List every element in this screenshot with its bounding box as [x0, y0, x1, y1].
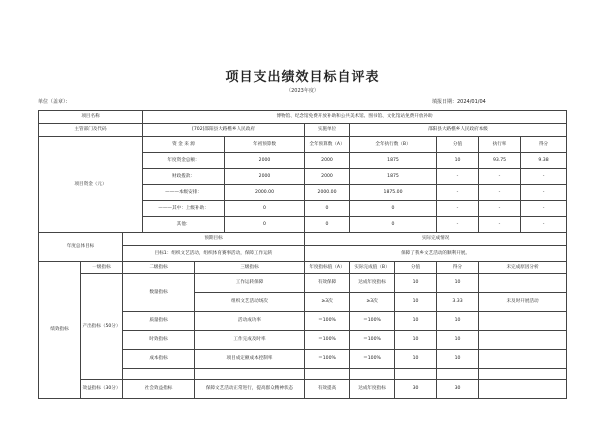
- indicator-level2: 数量指标: [123, 274, 195, 312]
- funds-initial: 2000: [225, 153, 305, 169]
- actual-result-text: 保障了我乡文艺活动的顺利开展。: [305, 246, 567, 262]
- indicator-actual: ≥3次: [350, 293, 395, 312]
- funds-source: 其他：: [143, 217, 225, 233]
- funds-header-annual: 全年预算数（A）: [305, 137, 350, 153]
- indicator-actual: ＝100%: [350, 350, 395, 369]
- indicator-reason: [479, 331, 567, 350]
- indicator-header-reason: 未完成原因分析: [479, 262, 567, 274]
- indicator-target: ＝100%: [305, 312, 350, 331]
- funds-initial: 2000: [225, 169, 305, 185]
- indicator-actual: 达成年度指标: [350, 274, 395, 293]
- funds-got: -: [521, 201, 567, 217]
- indicator-header-target: 年度指标值（A）: [305, 262, 350, 274]
- funds-header-got: 得分: [521, 137, 567, 153]
- indicator-header-actual: 实际完成值（B）: [350, 262, 395, 274]
- funds-score: -: [437, 217, 479, 233]
- indicator-level2: 成本指标: [123, 350, 195, 369]
- document-subtitle: （2023年度）: [286, 88, 319, 94]
- funds-header-rate: 执行率: [479, 137, 521, 153]
- funds-executed: 1875: [350, 153, 437, 169]
- indicator-score: 10: [395, 293, 437, 312]
- funds-initial: 2000.00: [225, 185, 305, 201]
- benefit-indicator-label: 效益指标（30分）: [81, 380, 123, 399]
- indicator-header-level2: 二级指标: [123, 262, 195, 274]
- actual-result-header: 实际完成情况: [305, 233, 567, 246]
- indicator-level2: 社会效益指标: [123, 380, 195, 399]
- funds-header-row: [39, 137, 567, 153]
- funds-score: -: [437, 169, 479, 185]
- indicator-got: 30: [437, 380, 479, 399]
- funds-got: -: [521, 169, 567, 185]
- funds-initial: 0: [225, 201, 305, 217]
- indicator-target: ≥3次: [305, 293, 350, 312]
- indicator-level3: 工作完成及时率: [195, 331, 305, 350]
- indicator-target: 有效提高: [305, 380, 350, 399]
- funds-source: ———本级安排：: [143, 185, 225, 201]
- funds-executed: 0: [350, 201, 437, 217]
- indicator-reason: [479, 350, 567, 369]
- indicator-got: 10: [437, 350, 479, 369]
- indicator-reason: [479, 274, 567, 293]
- indicator-header-score: 分值: [395, 262, 437, 274]
- department-value: [702]邵阳县大路樵乡人民政府: [143, 124, 305, 137]
- funds-source: ———其中：上级补助：: [143, 201, 225, 217]
- funds-rate: -: [479, 169, 521, 185]
- implementer-label: 实施单位: [305, 124, 350, 137]
- funds-got: 9.38: [521, 153, 567, 169]
- project-name-row: [39, 111, 567, 124]
- funds-score: -: [437, 201, 479, 217]
- fill-date: 填报日期：2024/01/04: [432, 99, 486, 105]
- funds-executed: 0: [350, 217, 437, 233]
- project-name-label: 项目名称: [39, 111, 143, 124]
- indicator-got: 10: [437, 274, 479, 293]
- indicator-score: 10: [395, 331, 437, 350]
- funds-rate: -: [479, 217, 521, 233]
- indicator-got: 10: [437, 331, 479, 350]
- funds-annual: 2000.00: [305, 185, 350, 201]
- project-name-value: 博物馆、纪念馆免费开放补助和公共美术馆、图书馆、文化馆站免费开放补助: [143, 111, 567, 124]
- indicator-score: 30: [395, 380, 437, 399]
- indicator-got: 3.33: [437, 293, 479, 312]
- evaluation-table: [38, 110, 567, 399]
- expected-goal-header: 预期目标: [123, 233, 305, 246]
- indicator-target: ＝100%: [305, 350, 350, 369]
- funds-rate: -: [479, 185, 521, 201]
- indicator-reason: 未及时开展活动: [479, 293, 567, 312]
- funds-executed: 1875.00: [350, 185, 437, 201]
- indicator-header-level3: 三级指标: [195, 262, 305, 274]
- funds-got: -: [521, 185, 567, 201]
- funds-annual: 2000: [305, 169, 350, 185]
- funds-header-initial: 年初预算数: [225, 137, 305, 153]
- indicators-label: 绩效指标: [39, 262, 81, 399]
- funds-rate: 93.75: [479, 153, 521, 169]
- funds-rate: -: [479, 201, 521, 217]
- funds-score: -: [437, 185, 479, 201]
- unit-label: 单位（盖章）：: [38, 99, 71, 105]
- funds-initial: 0: [225, 217, 305, 233]
- indicator-score: 10: [395, 274, 437, 293]
- funds-header-executed: 全年执行数（B）: [350, 137, 437, 153]
- indicator-actual: ＝100%: [350, 312, 395, 331]
- indicator-level3: 项目成定额成本控制率: [195, 350, 305, 369]
- indicator-actual: 达成年度指标: [350, 380, 395, 399]
- indicator-level3: 组织文艺活动场次: [195, 293, 305, 312]
- indicator-level3: 保障文艺活动正常进行，提高群众精神状态: [195, 380, 305, 399]
- indicator-header-level1: 一级指标: [81, 262, 123, 274]
- indicator-level2: 时效指标: [123, 331, 195, 350]
- document-title: 项目支出绩效目标自评表: [225, 70, 380, 85]
- indicator-level2: 质量指标: [123, 312, 195, 331]
- funds-executed: 1875: [350, 169, 437, 185]
- funds-annual: 0: [305, 201, 350, 217]
- department-label: 主管部门及代码: [39, 124, 143, 137]
- funds-source: 财政拨款：: [143, 169, 225, 185]
- funds-label: 项目资金（元）: [39, 137, 143, 233]
- funds-source: 年度资金总额：: [143, 153, 225, 169]
- indicator-header-row: [39, 262, 567, 274]
- funds-header-source: 资 金 来 源: [143, 137, 225, 153]
- implementer-value: 邵阳县大路樵乡人民政府本级: [350, 124, 567, 137]
- annual-goal-label: 年度总体目标: [39, 233, 123, 262]
- indicator-target: 有效保障: [305, 274, 350, 293]
- indicator-row: [39, 380, 567, 399]
- goals-header-row: [39, 233, 567, 246]
- indicator-reason: [479, 312, 567, 331]
- indicator-row: [39, 274, 567, 293]
- indicator-actual: ＝100%: [350, 331, 395, 350]
- funds-annual: 2000: [305, 153, 350, 169]
- indicator-target: ＝100%: [305, 331, 350, 350]
- indicator-got: 10: [437, 312, 479, 331]
- funds-header-score: 分值: [437, 137, 479, 153]
- indicator-score: 10: [395, 312, 437, 331]
- indicator-reason: [479, 380, 567, 399]
- output-indicator-label: 产出指标（50分）: [81, 274, 123, 380]
- indicator-header-got: 得分: [437, 262, 479, 274]
- indicator-level3: 工作运转保障: [195, 274, 305, 293]
- indicator-level3: 活动成功率: [195, 312, 305, 331]
- department-row: [39, 124, 567, 137]
- funds-got: -: [521, 217, 567, 233]
- indicator-score: 10: [395, 350, 437, 369]
- expected-goal-text: 目标1：组织文艺活动，组织体育赛事活动，保障工作运转: [123, 246, 305, 262]
- funds-score: 10: [437, 153, 479, 169]
- funds-annual: 0: [305, 217, 350, 233]
